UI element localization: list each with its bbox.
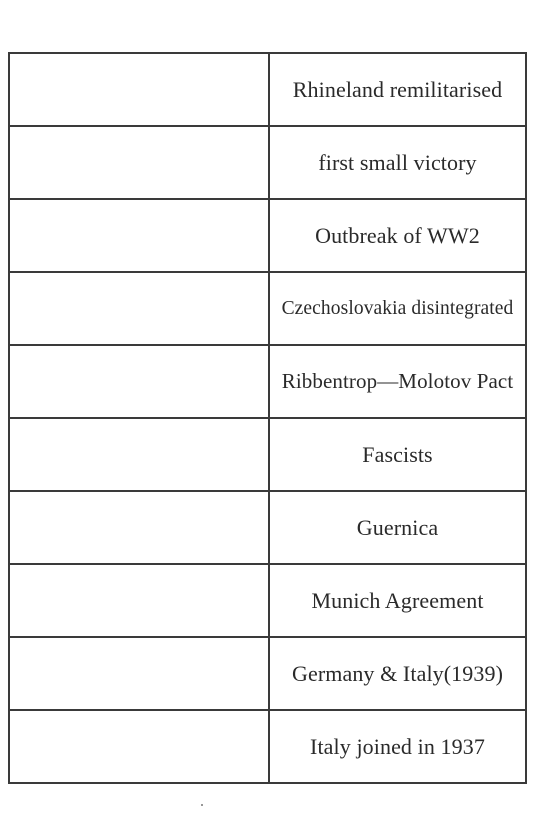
term-cell: Rhineland remilitarised — [269, 53, 526, 126]
table-row — [9, 199, 526, 272]
answer-cell[interactable] — [9, 637, 269, 710]
term-cell: Italy joined in 1937 — [269, 710, 526, 783]
table-row — [9, 345, 526, 418]
answer-cell[interactable] — [9, 491, 269, 564]
answer-cell[interactable] — [9, 710, 269, 783]
term-cell: Munich Agreement — [269, 564, 526, 637]
table-row — [9, 126, 526, 199]
table-row — [9, 637, 526, 710]
table-row — [9, 710, 526, 783]
answer-cell[interactable] — [9, 53, 269, 126]
table-row — [9, 564, 526, 637]
term-cell: Ribbentrop—Molotov Pact — [269, 345, 526, 418]
term-cell: Germany & Italy(1939) — [269, 637, 526, 710]
table-row — [9, 53, 526, 126]
table-row — [9, 272, 526, 345]
term-cell: Guernica — [269, 491, 526, 564]
table-row — [9, 418, 526, 491]
term-cell: Czechoslovakia disintegrated — [269, 272, 526, 345]
term-cell: Fascists — [269, 418, 526, 491]
answer-cell[interactable] — [9, 418, 269, 491]
answer-cell[interactable] — [9, 272, 269, 345]
answer-cell[interactable] — [9, 126, 269, 199]
table-row — [9, 491, 526, 564]
term-cell: first small victory — [269, 126, 526, 199]
answer-cell[interactable] — [9, 345, 269, 418]
answer-cell[interactable] — [9, 199, 269, 272]
answer-cell[interactable] — [9, 564, 269, 637]
scan-speck — [201, 804, 203, 806]
matching-table — [8, 52, 527, 784]
term-cell: Outbreak of WW2 — [269, 199, 526, 272]
